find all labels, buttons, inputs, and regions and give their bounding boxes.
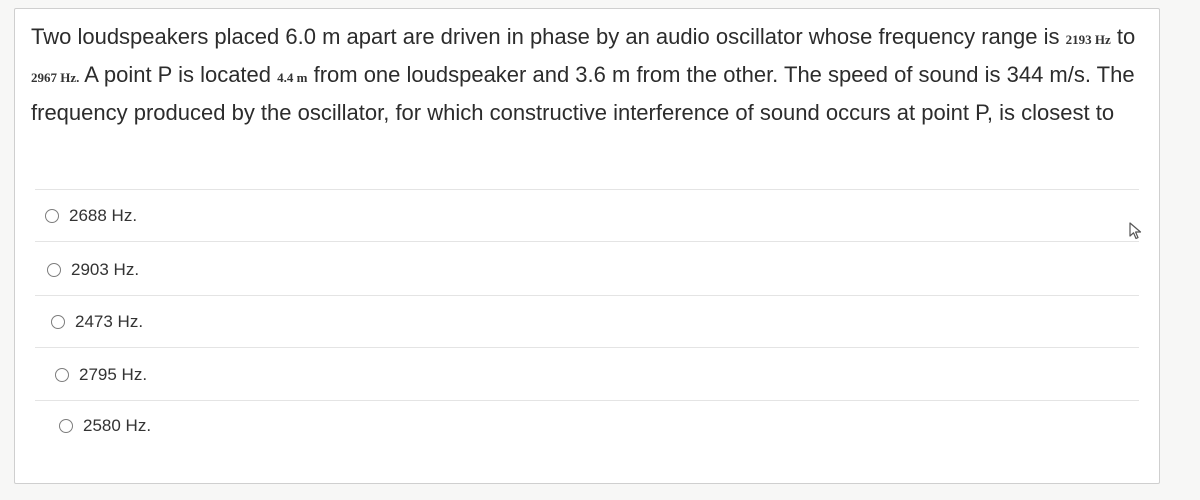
- answer-option-4[interactable]: [55, 360, 147, 390]
- divider: [35, 189, 1139, 190]
- divider: [35, 295, 1139, 296]
- answer-option-1[interactable]: [45, 201, 137, 231]
- answer-option-label: 2580 Hz.: [83, 416, 152, 435]
- question-part3: A point P is located: [79, 62, 278, 87]
- divider: [35, 347, 1139, 348]
- radio-button[interactable]: [45, 209, 59, 223]
- radio-button[interactable]: [55, 368, 69, 382]
- radio-button[interactable]: [51, 315, 65, 329]
- question-part2: to: [1110, 24, 1136, 49]
- radio-button[interactable]: [59, 419, 73, 433]
- answer-option-label: 2688 Hz.: [69, 206, 138, 225]
- question-part4: from one loudspeaker and 3.6 m from the other. The speed of sound is 344 m/s. The frequency produced by the oscillator, for which constructive interference of sound occurs at point P, is closest to: [31, 62, 1135, 125]
- divider: [35, 241, 1139, 242]
- answer-option-3[interactable]: [51, 307, 143, 337]
- distance-value: 4.4 m: [277, 70, 308, 85]
- mouse-pointer-icon: [1127, 221, 1145, 241]
- freq-high-value: 2967 Hz.: [31, 70, 80, 85]
- question-card: [14, 8, 1160, 484]
- divider: [35, 400, 1139, 401]
- question-text: [31, 19, 1151, 130]
- answer-option-5[interactable]: [59, 411, 151, 441]
- answer-option-label: 2795 Hz.: [79, 365, 148, 384]
- answer-option-label: 2903 Hz.: [71, 260, 140, 279]
- answer-option-2[interactable]: [47, 255, 139, 285]
- question-part1: Two loudspeakers placed 6.0 m apart are driven in phase by an audio oscillator whose frequency range is: [31, 24, 1066, 49]
- answer-option-label: 2473 Hz.: [75, 312, 144, 331]
- radio-button[interactable]: [47, 263, 61, 277]
- freq-low-value: 2193 Hz: [1065, 32, 1111, 47]
